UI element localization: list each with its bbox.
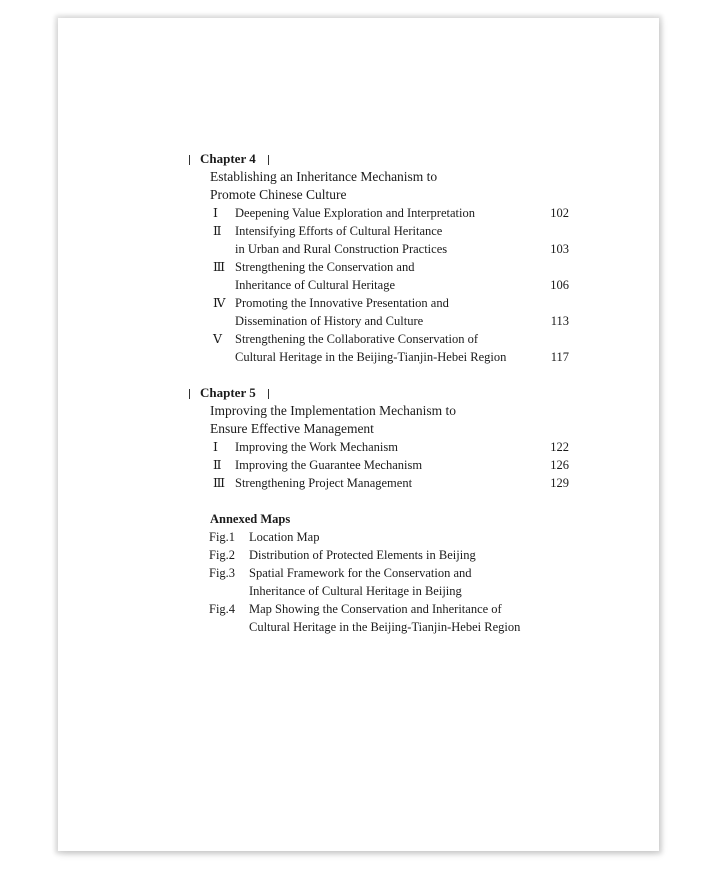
toc-entry-line: Strengthening the Conservation and [235, 260, 415, 274]
toc-entry-line: Dissemination of History and Culture [235, 314, 424, 328]
chapter-title-line: Promote Chinese Culture [210, 187, 347, 202]
toc-entry-line: Strengthening Project Management [235, 476, 413, 490]
figure-label: Fig.1 [209, 530, 236, 544]
section-number: Ⅲ [213, 260, 226, 274]
figure-title-line: Location Map [249, 530, 320, 544]
section-number: Ⅰ [213, 440, 218, 454]
section-number: Ⅱ [213, 458, 222, 472]
chapter-heading: Chapter 5 [200, 385, 256, 400]
chapter-title-line: Improving the Implementation Mechanism to [210, 403, 456, 418]
chapter-title-line: Establishing an Inheritance Mechanism to [210, 169, 438, 184]
figure-title-line: Spatial Framework for the Conservation and [249, 566, 472, 580]
page-number: 129 [550, 476, 569, 490]
chapter-marker-right [268, 155, 269, 165]
section-number: Ⅳ [213, 296, 226, 310]
chapter-marker-right [268, 389, 269, 399]
figure-title-line: Cultural Heritage in the Beijing-Tianjin-Hebei Region [249, 620, 521, 634]
page-number: 126 [550, 458, 569, 472]
page-number: 106 [550, 278, 569, 292]
toc-entry-line: Deepening Value Exploration and Interpretation [235, 206, 475, 220]
figure-title-line: Inheritance of Cultural Heritage in Beijing [249, 584, 462, 598]
figure-label: Fig.2 [209, 548, 236, 562]
toc-entry-line: Improving the Guarantee Mechanism [235, 458, 423, 472]
figure-title-line: Distribution of Protected Elements in Beijing [249, 548, 476, 562]
page-number: 103 [550, 242, 569, 256]
section-number: Ⅴ [213, 332, 223, 346]
section-number: Ⅲ [213, 476, 226, 490]
chapter-marker-left [189, 389, 190, 399]
page-number: 113 [550, 314, 569, 328]
chapter-title-line: Ensure Effective Management [210, 421, 374, 436]
document-page [58, 18, 659, 851]
page-number: 117 [550, 350, 569, 364]
toc-entry-line: Inheritance of Cultural Heritage [235, 278, 395, 292]
chapter-marker-left [189, 155, 190, 165]
page-number: 122 [550, 440, 569, 454]
toc-entry-line: Cultural Heritage in the Beijing-Tianjin-Hebei Region [235, 350, 507, 364]
figure-title-line: Map Showing the Conservation and Inheritance of [249, 602, 502, 616]
toc-entry-line: Intensifying Efforts of Cultural Heritance [235, 224, 443, 238]
figure-label: Fig.3 [209, 566, 236, 580]
section-number: Ⅰ [213, 206, 218, 220]
toc-entry-line: Strengthening the Collaborative Conservation of [235, 332, 479, 346]
chapter-heading: Chapter 4 [200, 151, 256, 166]
toc-entry-line: in Urban and Rural Construction Practices [235, 242, 448, 256]
page-number: 102 [550, 206, 569, 220]
section-number: Ⅱ [213, 224, 222, 238]
annex-heading: Annexed Maps [210, 512, 291, 526]
figure-label: Fig.4 [209, 602, 236, 616]
toc-entry-line: Promoting the Innovative Presentation and [235, 296, 449, 310]
toc-entry-line: Improving the Work Mechanism [235, 440, 398, 454]
